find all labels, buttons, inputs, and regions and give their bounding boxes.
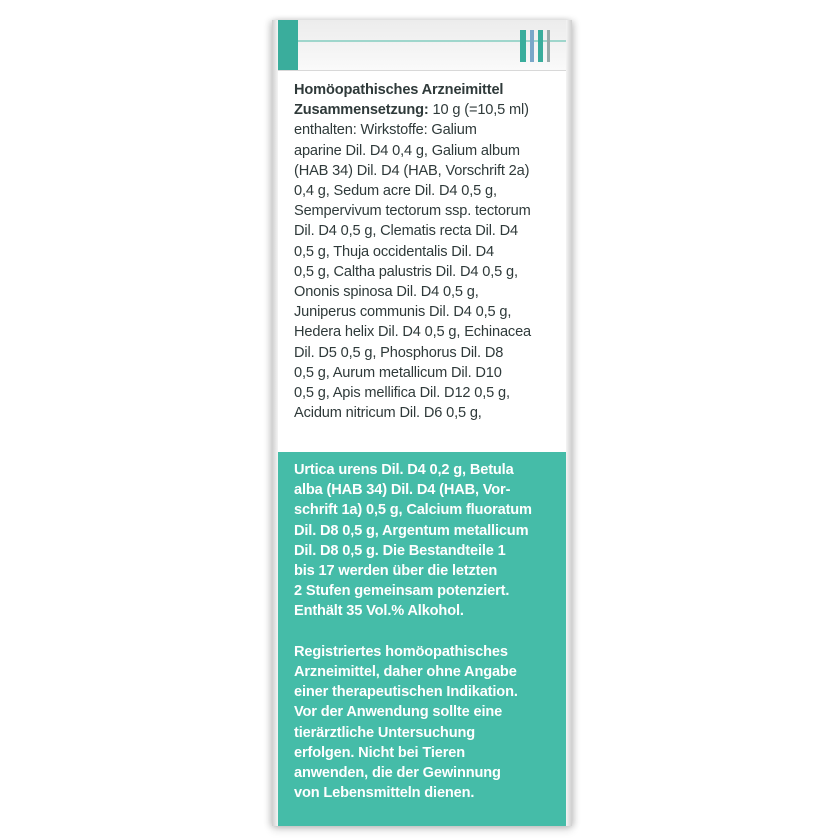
composition-label: Zusammensetzung: <box>294 102 429 119</box>
composition-line: 0,4 g, Sedum acre Dil. D4 0,5 g, <box>294 183 497 200</box>
composition-continued-line: Enthält 35 Vol.% Alkohol. <box>294 603 464 620</box>
notice-line: tierärztliche Untersuchung <box>294 724 475 741</box>
composition-line: 0,5 g, Caltha palustris Dil. D4 0,5 g, <box>294 263 518 280</box>
composition-line: 0,5 g, Aurum metallicum Dil. D10 <box>294 364 502 381</box>
composition-text-upper <box>294 80 560 423</box>
composition-continued-line: schrift 1a) 0,5 g, Calcium fluoratum <box>294 502 532 519</box>
box-right-edge <box>566 20 572 826</box>
composition-line: Sempervivum tectorum ssp. tectorum <box>294 203 531 220</box>
notice-line: Arzneimittel, daher ohne Angabe <box>294 664 517 681</box>
composition-line: Hedera helix Dil. D4 0,5 g, Echinacea <box>294 324 532 341</box>
notice-line: von Lebensmitteln dienen. <box>294 785 475 802</box>
medicine-box-side-panel <box>272 20 572 826</box>
notice-line: Vor der Anwendung sollte eine <box>294 704 503 721</box>
composition-continued-line: Dil. D8 0,5 g, Argentum metallicum <box>294 522 529 539</box>
notice-line: erfolgen. Nicht bei Tieren <box>294 744 465 761</box>
composition-line: Dil. D5 0,5 g, Phosphorus Dil. D8 <box>294 344 504 361</box>
composition-continued-line: alba (HAB 34) Dil. D4 (HAB, Vor- <box>294 482 511 499</box>
product-type-heading: Homöopathisches Arzneimittel <box>294 82 504 98</box>
composition-continued-line: 2 Stufen gemeinsam potenziert. <box>294 583 510 600</box>
box-top-flap <box>272 20 572 71</box>
composition-line: Juniperus communis Dil. D4 0,5 g, <box>294 304 512 321</box>
notice-line: Registriertes homöopathisches <box>294 643 508 660</box>
brand-logo-icon <box>518 26 556 66</box>
composition-line: Dil. D4 0,5 g, Clematis recta Dil. D4 <box>294 223 518 240</box>
composition-continued-line: bis 17 werden über die letzten <box>294 563 498 580</box>
composition-line: (HAB 34) Dil. D4 (HAB, Vorschrift 2a) <box>294 162 530 179</box>
composition-continued-line: Dil. D8 0,5 g. Die Bestandteile 1 <box>294 542 506 559</box>
composition-first-line <box>294 100 560 120</box>
composition-line: 0,5 g, Thuja occidentalis Dil. D4 <box>294 243 495 260</box>
paragraph-gap <box>294 622 560 642</box>
composition-line: Ononis spinosa Dil. D4 0,5 g, <box>294 284 479 301</box>
composition-line: enthalten: Wirkstoffe: Galium <box>294 122 477 139</box>
composition-amount: 10 g (=10,5 ml) <box>428 102 529 119</box>
composition-line: Acidum nitricum Dil. D6 0,5 g, <box>294 405 482 422</box>
composition-line: 0,5 g, Apis mellifica Dil. D12 0,5 g, <box>294 385 510 402</box>
box-left-edge <box>272 20 278 826</box>
composition-continued-line: Urtica urens Dil. D4 0,2 g, Betula <box>294 462 514 478</box>
composition-line: aparine Dil. D4 0,4 g, Galium album <box>294 142 520 159</box>
composition-text-lower <box>294 460 560 803</box>
notice-line: einer therapeutischen Indikation. <box>294 684 518 701</box>
notice-line: anwenden, die der Gewinnung <box>294 765 501 782</box>
